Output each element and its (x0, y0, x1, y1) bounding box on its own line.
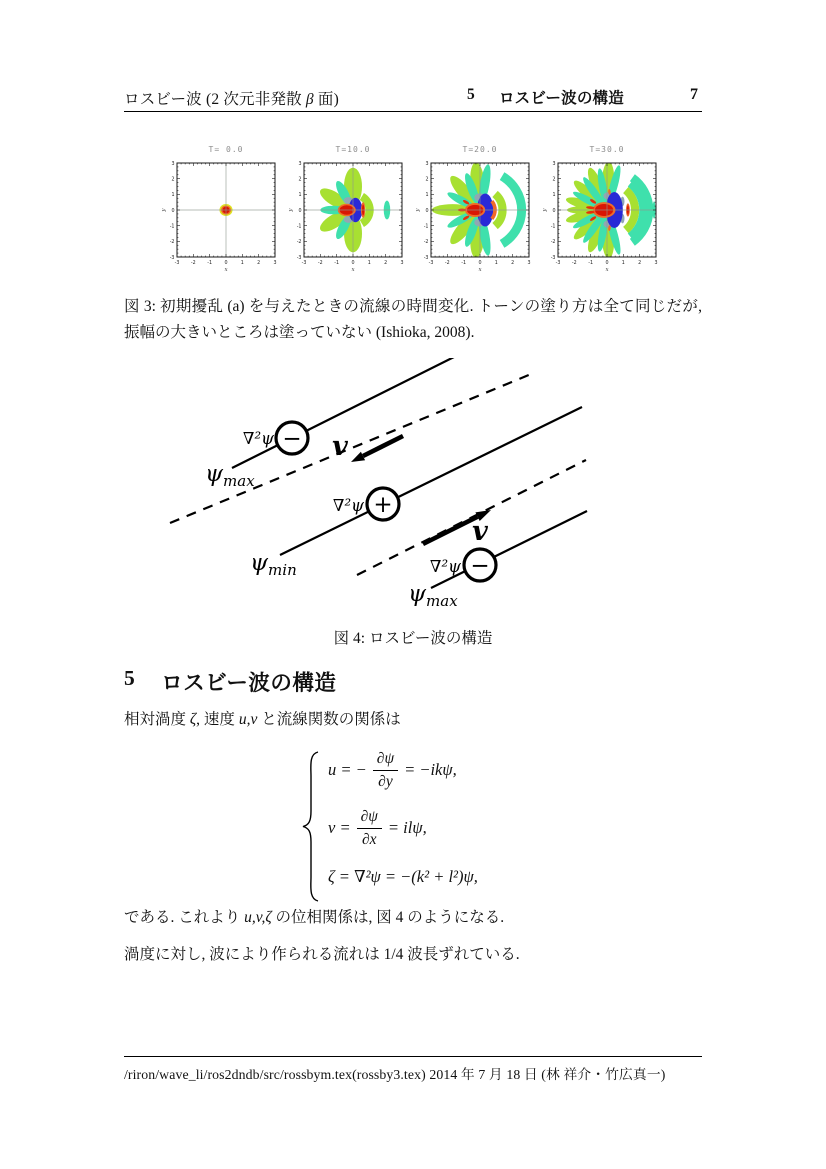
y-tick-label: 0 (171, 208, 175, 214)
velocity-v-label: v (472, 516, 488, 547)
y-tick-label: -3 (169, 255, 175, 261)
paragraph-after-equations: である. これより u,v,ζ の位相関係は, 図 4 のようになる. (124, 909, 505, 926)
x-tick-label: 1 (494, 261, 498, 266)
header-left-text: ロスビー波 (2 次元非発散 (124, 91, 306, 108)
equation-row-zeta: ζ = ∇²ψ = −(k² + l²)ψ, (328, 867, 478, 886)
plot-title: T=30.0 (589, 145, 625, 154)
header-section-number: 5 (467, 86, 475, 103)
x-tick-label: 3 (400, 261, 404, 266)
x-tick-label: -2 (444, 261, 450, 266)
x-tick-label: -1 (207, 261, 213, 266)
laplacian-psi-label: ∇²ψ (332, 496, 364, 515)
x-tick-label: -2 (190, 261, 196, 266)
section-title: ロスビー波の構造 (161, 671, 337, 695)
x-tick-label: 0 (478, 261, 482, 266)
minus-sign: − (282, 426, 302, 452)
x-axis-label: x (224, 267, 228, 273)
y-tick-label: 3 (171, 161, 175, 167)
fraction: $\frac{\partial\psi}{\partial x}$ (357, 807, 382, 849)
contour-plot-3 (538, 140, 668, 278)
x-tick-label: 1 (621, 261, 625, 266)
paragraph-wavelength: 渦度に対し, 波により作られる流れは 1/4 波長ずれている. (124, 946, 520, 963)
x-tick-label: -2 (317, 261, 323, 266)
plot-title: T=20.0 (462, 145, 498, 154)
x-tick-label: 2 (638, 261, 642, 266)
psi-max-label: $\psi_{max}$ (205, 461, 255, 490)
section-heading (124, 666, 336, 697)
plot-title: T= 0.0 (208, 145, 244, 154)
x-tick-label: -3 (555, 261, 561, 266)
equation-brace (302, 751, 322, 903)
header-left-tail: 面) (313, 91, 339, 108)
contour-plot-1 (284, 140, 414, 278)
footer-rule (124, 1056, 702, 1057)
x-tick-label: 1 (367, 261, 371, 266)
y-tick-label: 1 (298, 193, 302, 199)
header-left-beta: β (305, 91, 314, 108)
x-tick-label: -1 (334, 261, 340, 266)
x-tick-label: -3 (174, 261, 180, 266)
y-tick-label: -3 (296, 255, 302, 261)
y-tick-label: -3 (423, 255, 429, 261)
y-tick-label: -2 (296, 240, 302, 246)
header-section-title: ロスビー波の構造 (498, 90, 624, 107)
laplacian-psi-label: ∇²ψ (242, 429, 274, 448)
y-axis-label: y (542, 208, 548, 212)
y-tick-label: 3 (298, 161, 302, 167)
y-tick-label: 3 (425, 161, 429, 167)
y-tick-label: -1 (423, 224, 429, 230)
fraction: $\frac{\partial\psi}{\partial y}$ (373, 749, 398, 791)
y-tick-label: -1 (169, 224, 175, 230)
y-tick-label: 3 (552, 161, 556, 167)
x-tick-label: -3 (301, 261, 307, 266)
plus-sign: + (373, 492, 393, 518)
x-tick-label: 3 (654, 261, 658, 266)
x-tick-label: -2 (571, 261, 577, 266)
x-tick-label: 2 (384, 261, 388, 266)
streamline-solid-psimax-2 (431, 511, 587, 588)
psi-min-label: $\psi_{min}$ (250, 550, 297, 579)
y-axis-label: y (161, 208, 167, 212)
y-tick-label: -3 (550, 255, 556, 261)
figure3-caption: 図 3: 初期擾乱 (a) を与えたときの流線の時間変化. トーンの塗り方は全て同じだが, 振幅の大きいところは塗っていない (Ishioka, 2008). (124, 298, 702, 342)
paragraph-intro: 相対渦度 ζ, 速度 u,v と流線関数の関係は (124, 711, 401, 728)
y-tick-label: 2 (171, 177, 175, 183)
velocity-v-label: v (332, 431, 348, 462)
header-section (467, 86, 624, 108)
y-tick-label: 0 (298, 208, 302, 214)
plot-title: T=10.0 (335, 145, 371, 154)
x-tick-label: 0 (605, 261, 609, 266)
y-tick-label: 1 (171, 193, 175, 199)
x-tick-label: 1 (240, 261, 244, 266)
header-left (124, 87, 339, 109)
equation-block (302, 747, 642, 907)
y-tick-label: 1 (552, 193, 556, 199)
figure4-caption: 図 4: ロスビー波の構造 (333, 630, 493, 647)
x-tick-label: 0 (351, 261, 355, 266)
x-tick-label: 0 (224, 261, 228, 266)
page-number: 7 (690, 86, 698, 103)
x-tick-label: 2 (511, 261, 515, 266)
velocity-arrowhead-left (351, 452, 365, 462)
x-axis-label: x (478, 267, 482, 273)
x-tick-label: 3 (527, 261, 531, 266)
velocity-arrow-left (363, 436, 403, 456)
psi-max-label: $\psi_{max}$ (408, 581, 458, 610)
y-tick-label: 2 (552, 177, 556, 183)
footer-text: /riron/wave_li/ros2dndb/src/rossbym.tex(rossby3.tex) 2014 年 7 月 18 日 (林 祥介・竹広真一) (124, 1067, 666, 1082)
y-tick-label: -1 (296, 224, 302, 230)
y-tick-label: 0 (425, 208, 429, 214)
x-axis-label: x (351, 267, 355, 273)
equation-row-u: u = − $\frac{\partial\psi}{\partial y}$ = −ikψ, (328, 750, 457, 790)
equation-row-v: v = $\frac{\partial\psi}{\partial x}$ = ilψ, (328, 808, 427, 848)
contour-plot-2 (411, 140, 541, 278)
y-tick-label: 0 (552, 208, 556, 214)
y-tick-label: -1 (550, 224, 556, 230)
figure4-diagram (150, 358, 710, 626)
velocity-arrow-right (423, 517, 478, 544)
y-tick-label: 1 (425, 193, 429, 199)
contour-plot-0 (157, 140, 287, 278)
y-axis-label: y (415, 208, 421, 212)
x-tick-label: -1 (461, 261, 467, 266)
y-tick-label: -2 (169, 240, 175, 246)
y-tick-label: 2 (298, 177, 302, 183)
laplacian-psi-label: ∇²ψ (429, 557, 461, 576)
header-rule (124, 111, 702, 112)
y-tick-label: -2 (423, 240, 429, 246)
x-tick-label: -1 (588, 261, 594, 266)
y-tick-label: -2 (550, 240, 556, 246)
x-tick-label: 2 (257, 261, 261, 266)
y-tick-label: 2 (425, 177, 429, 183)
y-axis-label: y (288, 208, 294, 212)
minus-sign: − (470, 553, 490, 579)
streamline-solid-psimin (280, 407, 582, 555)
x-tick-label: -3 (428, 261, 434, 266)
x-tick-label: 3 (273, 261, 277, 266)
x-axis-label: x (605, 267, 609, 273)
section-number: 5 (124, 666, 136, 690)
